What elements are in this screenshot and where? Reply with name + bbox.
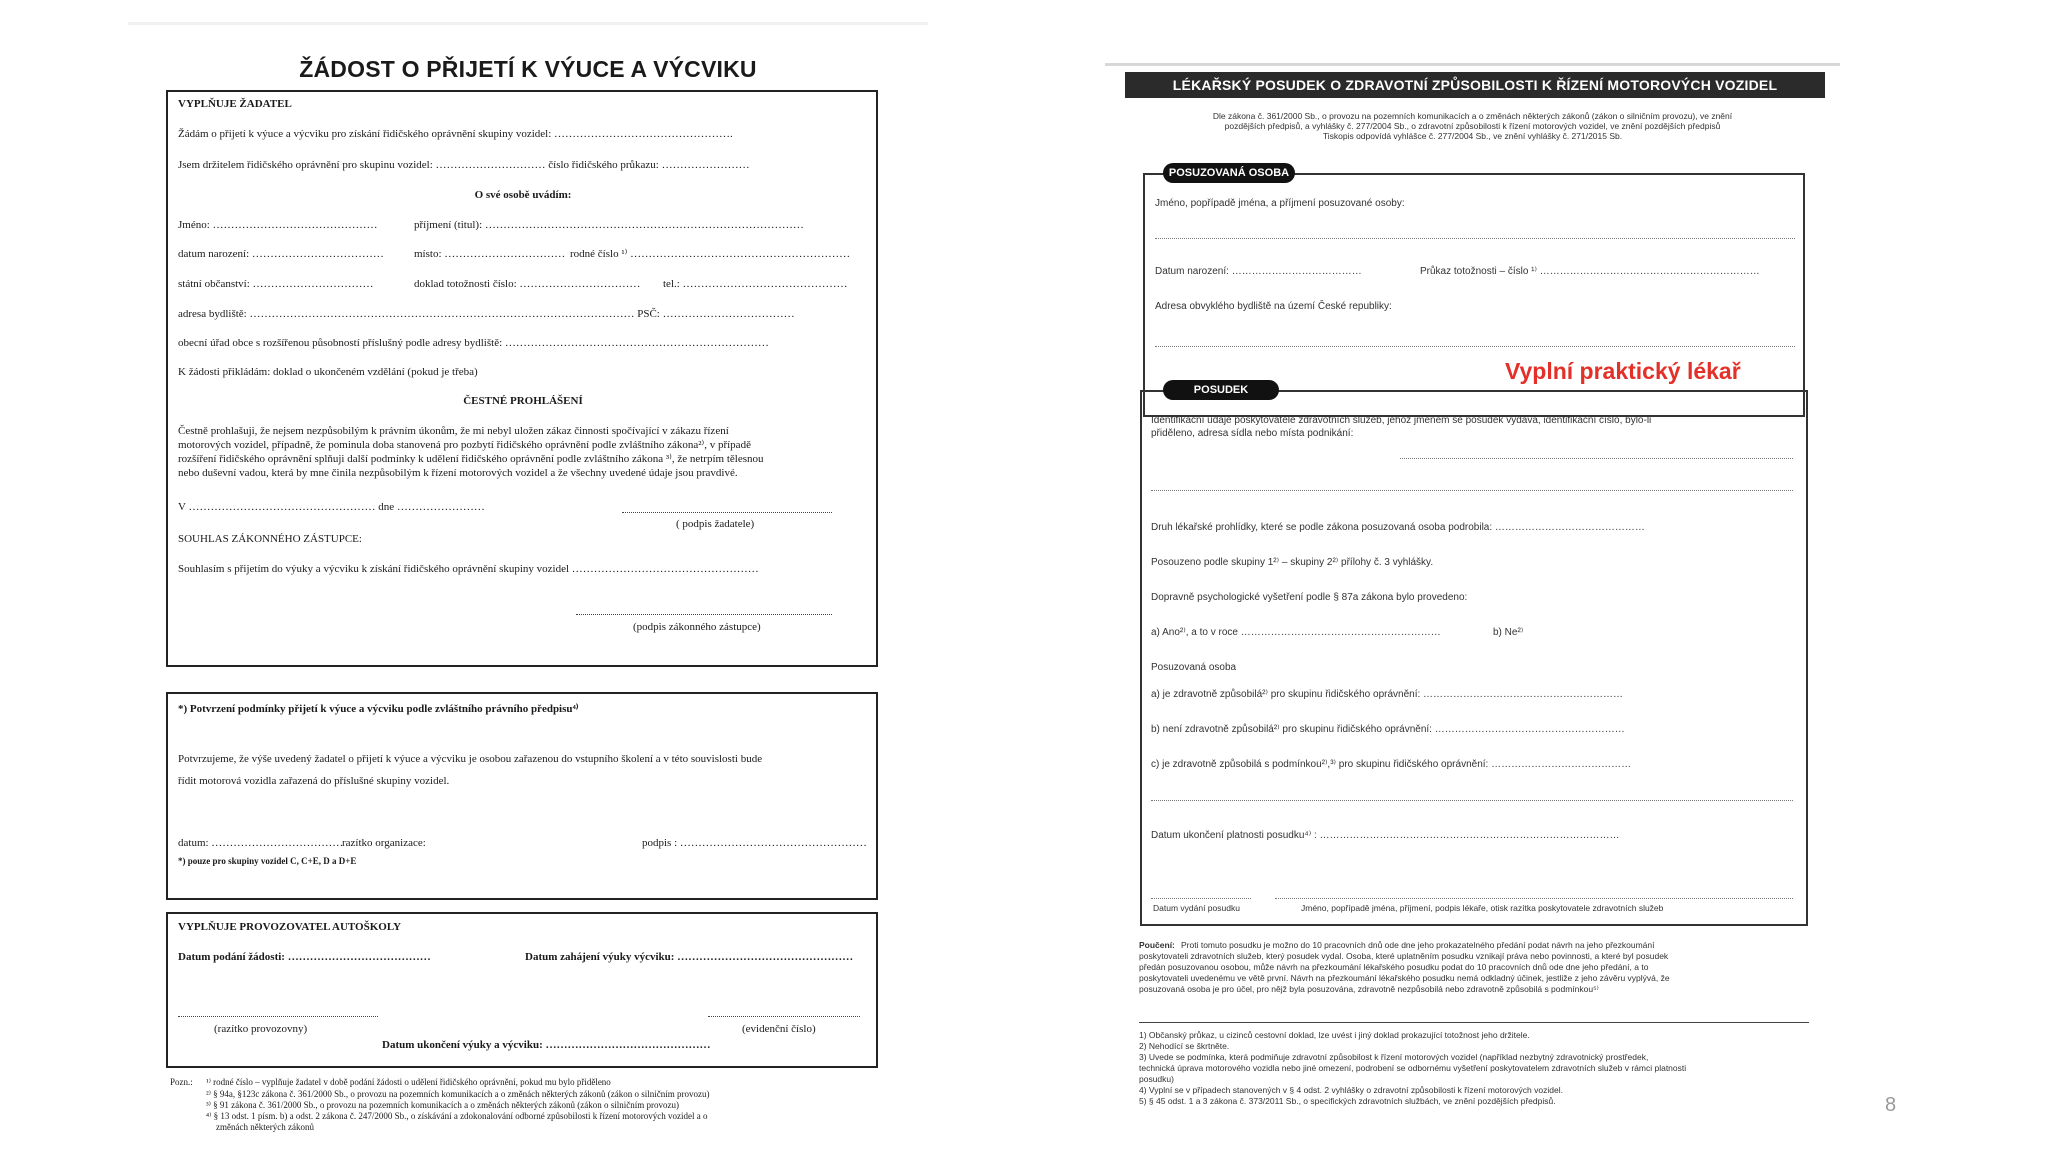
unfit-option: b) není zdravotně způsobilá²⁾ pro skupinu řidičského oprávnění: …………………………………………………	[1151, 724, 1625, 735]
legal-basis-2: pozdějších předpisů, a vyhlášky č. 277/2004 Sb., o zdravotní způsobilosti k řízení motorových vozidel, ve znění pozdějších předpisů	[1224, 121, 1721, 131]
instruction-text-3: předán posuzovanou osobou, může návrh na přezkoumání lékařského posudku podat do 10 pracovních dnů ode dne jeho předání, a to	[1139, 962, 1649, 972]
declaration-title: ČESTNÉ PROHLÁŠENÍ	[463, 395, 583, 407]
provider-identification-1: Identifikační údaje poskytovatele zdravotních služeb, jehož jménem se posudek vydává, identifikační číslo, bylo-li	[1151, 415, 1652, 426]
id-document-field: doklad totožnosti číslo: ……………………………	[414, 278, 641, 290]
application-form-page	[128, 22, 928, 1132]
examination-type-field: Druh lékařské prohlídky, které se podle zákona posuzovaná osoba podrobila: ………………………………………	[1151, 522, 1645, 533]
legal-basis-1: Dle zákona č. 361/2000 Sb., o provozu na pozemních komunikacích a o změnách některých zákonů (zákon o silničním provozu), ve znění	[1212, 111, 1733, 121]
person-id-card-field: Průkaz totožnosti – číslo ¹⁾ …………………………………………………………	[1420, 266, 1760, 277]
organization-stamp-field: razítko organizace:	[342, 837, 426, 849]
slide-page-number: 8	[1885, 1094, 1897, 1116]
footnote-divider	[1139, 1022, 1809, 1023]
general-practitioner-note: Vyplní praktický lékař	[1505, 358, 1741, 384]
municipal-office-field: obecní úřad obce s rozšířenou působností příslušný podle adresy bydliště: ………………………………………………………………	[178, 337, 769, 349]
provider-identification-2: přiděleno, adresa sídla nebo místa podnikání:	[1151, 428, 1354, 439]
top-divider	[128, 22, 928, 25]
guardian-consent-title: SOUHLAS ZÁKONNÉHO ZÁSTUPCE:	[178, 533, 362, 545]
footnote-1: ¹⁾ rodné číslo – vyplňuje žadatel v době podání žádosti o udělení řidičského oprávnění, pokud mu bylo přiděleno	[206, 1077, 611, 1087]
place-date-line: V …………………………………………… dne ……………………	[178, 501, 485, 513]
requested-group-line: Žádám o přijetí k výuce a výcviku pro získání řidičského oprávnění skupiny vozidel: ………………………………………….	[178, 128, 733, 140]
declaration-text-2: motorových vozidel, případně, že pominula doba stanovená pro pozbytí řidičského oprávnění podle zvláštního zákona²⁾, v případě	[178, 439, 751, 451]
birth-number-field: rodné číslo ¹⁾ ……………………………………………………	[570, 248, 851, 260]
person-address-label: Adresa obvyklého bydliště na území České republiky:	[1155, 301, 1392, 312]
person-address-line	[1155, 346, 1795, 347]
person-birth-date-field: Datum narození: …………………………………	[1155, 266, 1362, 277]
footnote-3-continued-2: posudku)	[1139, 1074, 1174, 1084]
record-number-label: (evidenční číslo)	[742, 1023, 816, 1035]
psychological-exam-no: b) Ne²⁾	[1493, 627, 1524, 638]
citizenship-field: státní občanství: ……………………………	[178, 278, 374, 290]
medical-report-section	[1140, 390, 1808, 926]
footnote-4: 4) Vyplní se v případech stanovených v § 4 odst. 2 vyhlášky o zdravotní způsobilosti k řízení motorových vozidel.	[1139, 1085, 1563, 1095]
assessed-person-tab: POSUZOVANÁ OSOBA	[1163, 163, 1295, 183]
first-name-field: Jméno: ………………………………………	[178, 219, 378, 231]
report-tab: POSUDEK	[1163, 380, 1279, 400]
top-divider	[1105, 63, 1840, 66]
instruction-text-2: poskytovateli zdravotních služeb, který posudek vydal. Osoba, které uplatněním posudku vznikají práva nebo povinnosti, a které byl posudek	[1139, 951, 1669, 961]
instruction-text-1: Proti tomuto posudku je možno do 10 pracovních dnů ode dne jeho prokazatelného předání podat návrh na jeho přezkoumání	[1181, 940, 1655, 950]
birth-place-field: místo: ……………………………	[414, 248, 566, 260]
footnote-3: ³⁾ § 91 zákona č. 361/2000 Sb., o provozu na pozemních komunikacích a o změnách některých zákonů (zákon o silničním provozu)	[206, 1100, 680, 1110]
driving-school-header: VYPLŇUJE PROVOZOVATEL AUTOŠKOLY	[178, 921, 402, 933]
stamp-line	[178, 1016, 378, 1017]
psychological-exam-line: Dopravně psychologické vyšetření podle § 87a zákona bylo provedeno:	[1151, 592, 1468, 603]
confirmation-date-field: datum: ………………………………	[178, 837, 344, 849]
footnote-2: ²⁾ § 94a, §123c zákona č. 361/2000 Sb., o provozu na pozemních komunikacích a o změnách některých zákonů (zákon o silničním provozu)	[206, 1089, 710, 1099]
doctor-signature-label: Jméno, popřípadě jména, příjmení, podpis lékaře, otisk razítka poskytovatele zdravotních služeb	[1301, 903, 1664, 913]
personal-info-title: O své osobě uvádím:	[474, 189, 572, 201]
issue-date-line	[1151, 898, 1251, 899]
footnote-1: 1) Občanský průkaz, u cizinců cestovní doklad, lze uvést i jiný doklad prokazující totožnost jeho držitele.	[1139, 1030, 1530, 1040]
applicant-signature-line	[622, 512, 832, 513]
form-title: ŽÁDOST O PŘIJETÍ K VÝUCE A VÝCVIKU	[299, 56, 757, 82]
surname-field: příjmení (titul): ……………………………………………………………………………	[414, 219, 804, 231]
doctor-signature-line	[1275, 898, 1793, 899]
footnote-4-continued: změnách některých zákonů	[216, 1122, 314, 1132]
psychological-exam-yes: a) Ano²⁾, a to v roce ……………………………………………………	[1151, 627, 1441, 638]
birth-date-field: datum narození: ………………………………	[178, 248, 384, 260]
footnote-2: 2) Nehodící se škrtněte.	[1139, 1041, 1230, 1051]
course-start-date-field: Datum zahájení výuky výcviku: …………………………………………	[525, 951, 854, 963]
vehicle-group-note: *) pouze pro skupiny vozidel C, C+E, D a D+E	[178, 856, 357, 866]
fit-option: a) je zdravotně způsobilá²⁾ pro skupinu řidičského oprávnění: ……………………………………………………	[1151, 689, 1624, 700]
held-license-line: Jsem držitelem řidičského oprávnění pro skupinu vozidel: ………………………… číslo řidičského průkazu: ……………………	[178, 159, 750, 171]
applicant-section-header: VYPLŇUJE ŽADATEL	[178, 98, 292, 110]
footnote-3: 3) Uvede se podmínka, která podmiňuje zdravotní způsobilost k řízení motorových vozidel (například nezbytný zdravotnický prostředek,	[1139, 1052, 1649, 1062]
provider-line-1	[1400, 458, 1793, 459]
instruction-text-5: posuzovaná osoba je pro účel, pro nějž byla posuzována, zdravotně nezpůsobilá nebo zdravotně způsobilá s podmínkou⁵⁾	[1139, 984, 1599, 994]
person-name-label: Jméno, popřípadě jména, a příjmení posuzované osoby:	[1155, 198, 1405, 209]
course-end-date-field: Datum ukončení výuky a výcviku: ………………………………………	[382, 1039, 711, 1051]
instruction-label: Poučení:	[1139, 940, 1175, 950]
admission-confirmation-text-2: řídit motorová vozidla zařazená do příslušné skupiny vozidel.	[178, 775, 450, 787]
guardian-consent-text: Souhlasím s přijetím do výuky a výcviku k získání řidičského oprávnění skupiny vozidel ……………………………………………	[178, 563, 759, 575]
guardian-signature-line	[576, 614, 832, 615]
guardian-signature-label: (podpis zákonného zástupce)	[633, 621, 761, 633]
attachments-line: K žádosti přikládám: doklad o ukončeném vzdělání (pokud je třeba)	[178, 366, 478, 378]
admission-confirmation-header: *) Potvrzení podmínky přijetí k výuce a výcviku podle zvláštního právního předpisu⁴⁾	[178, 703, 579, 715]
assessed-person-label: Posuzovaná osoba	[1151, 662, 1237, 673]
notes-label: Pozn.:	[170, 1077, 193, 1087]
submission-date-field: Datum podání žádosti: …………………………………	[178, 951, 431, 963]
phone-field: tel.: ………………………………………	[663, 278, 848, 290]
instruction-text-4: poskytovateli uvedenému ve větě první. Návrh na přezkoumání lékařského posudku nemá odkladný účinek, jestliže z jeho závěru vyplývá, že	[1139, 973, 1670, 983]
conditional-fit-option: c) je zdravotně způsobilá s podmínkou²⁾,³⁾ pro skupinu řidičského oprávnění: ……………………………………	[1151, 759, 1632, 770]
validity-end-date-field: Datum ukončení platnosti posudku⁴⁾ : ………………………………………………………………………………	[1151, 830, 1620, 841]
provider-line-2	[1151, 490, 1793, 491]
declaration-text-1: Čestně prohlašuji, že nejsem nezpůsobilým k právním úkonům, že mi nebyl uložen zákaz činnosti spočívající v zákazu řízení	[178, 425, 729, 437]
footnote-5: 5) § 45 odst. 1 a 3 zákona č. 373/2011 Sb., o specifických zdravotních službách, ve znění pozdějších předpisů.	[1139, 1096, 1556, 1106]
applicant-signature-label: ( podpis žadatele)	[676, 518, 755, 530]
legal-basis-3: Tiskopis odpovídá vyhlášce č. 277/2004 Sb., ve znění vyhlášky č. 271/2015 Sb.	[1322, 131, 1623, 141]
footnote-3-continued-1: technická úprava motorového vozidla nebo jiné omezení, podrobení se odbornému vyšetření poskytovatelem zdravotních služeb v rámci platnosti	[1139, 1063, 1687, 1073]
address-field: adresa bydliště: …………………………………………………………………………………………… PSČ: ………………………………	[178, 308, 795, 320]
assessment-group-line: Posouzeno podle skupiny 1²⁾ – skupiny 2²⁾ přílohy č. 3 vyhlášky.	[1151, 557, 1434, 568]
admission-confirmation-section	[166, 692, 878, 900]
admission-confirmation-text-1: Potvrzujeme, že výše uvedený žadatel o přijetí k výuce a výcviku je osobou zařazenou do vstupního školení a v této souvislosti bude	[178, 753, 763, 765]
footnote-4: ⁴⁾ § 13 odst. 1 písm. b) a odst. 2 zákona č. 247/2000 Sb., o získávání a zdokonalování odborné způsobilosti k řízení motorových vozidel a o	[206, 1111, 708, 1121]
person-name-line	[1155, 238, 1795, 239]
issue-date-label: Datum vydání posudku	[1153, 903, 1240, 913]
declaration-text-3: rozšíření řidičského oprávnění splňuji další podmínky k udělení řidičského oprávnění podle zvláštního zákona ³⁾, že netrpím tělesnou	[178, 453, 764, 465]
condition-line	[1151, 800, 1793, 801]
branch-stamp-label: (razítko provozovny)	[214, 1023, 308, 1035]
confirmation-signature-field: podpis : ……………………………………………	[642, 837, 867, 849]
medical-report-page	[1105, 60, 1840, 1130]
medical-report-header: LÉKAŘSKÝ POSUDEK O ZDRAVOTNÍ ZPŮSOBILOSTI K ŘÍZENÍ MOTOROVÝCH VOZIDEL	[1125, 72, 1825, 98]
declaration-text-4: nebo duševní vadou, která by mne činila nezpůsobilým k řízení motorových vozidel a že všechny uvedené údaje jsou pravdivé.	[178, 467, 738, 479]
record-number-line	[708, 1016, 860, 1017]
